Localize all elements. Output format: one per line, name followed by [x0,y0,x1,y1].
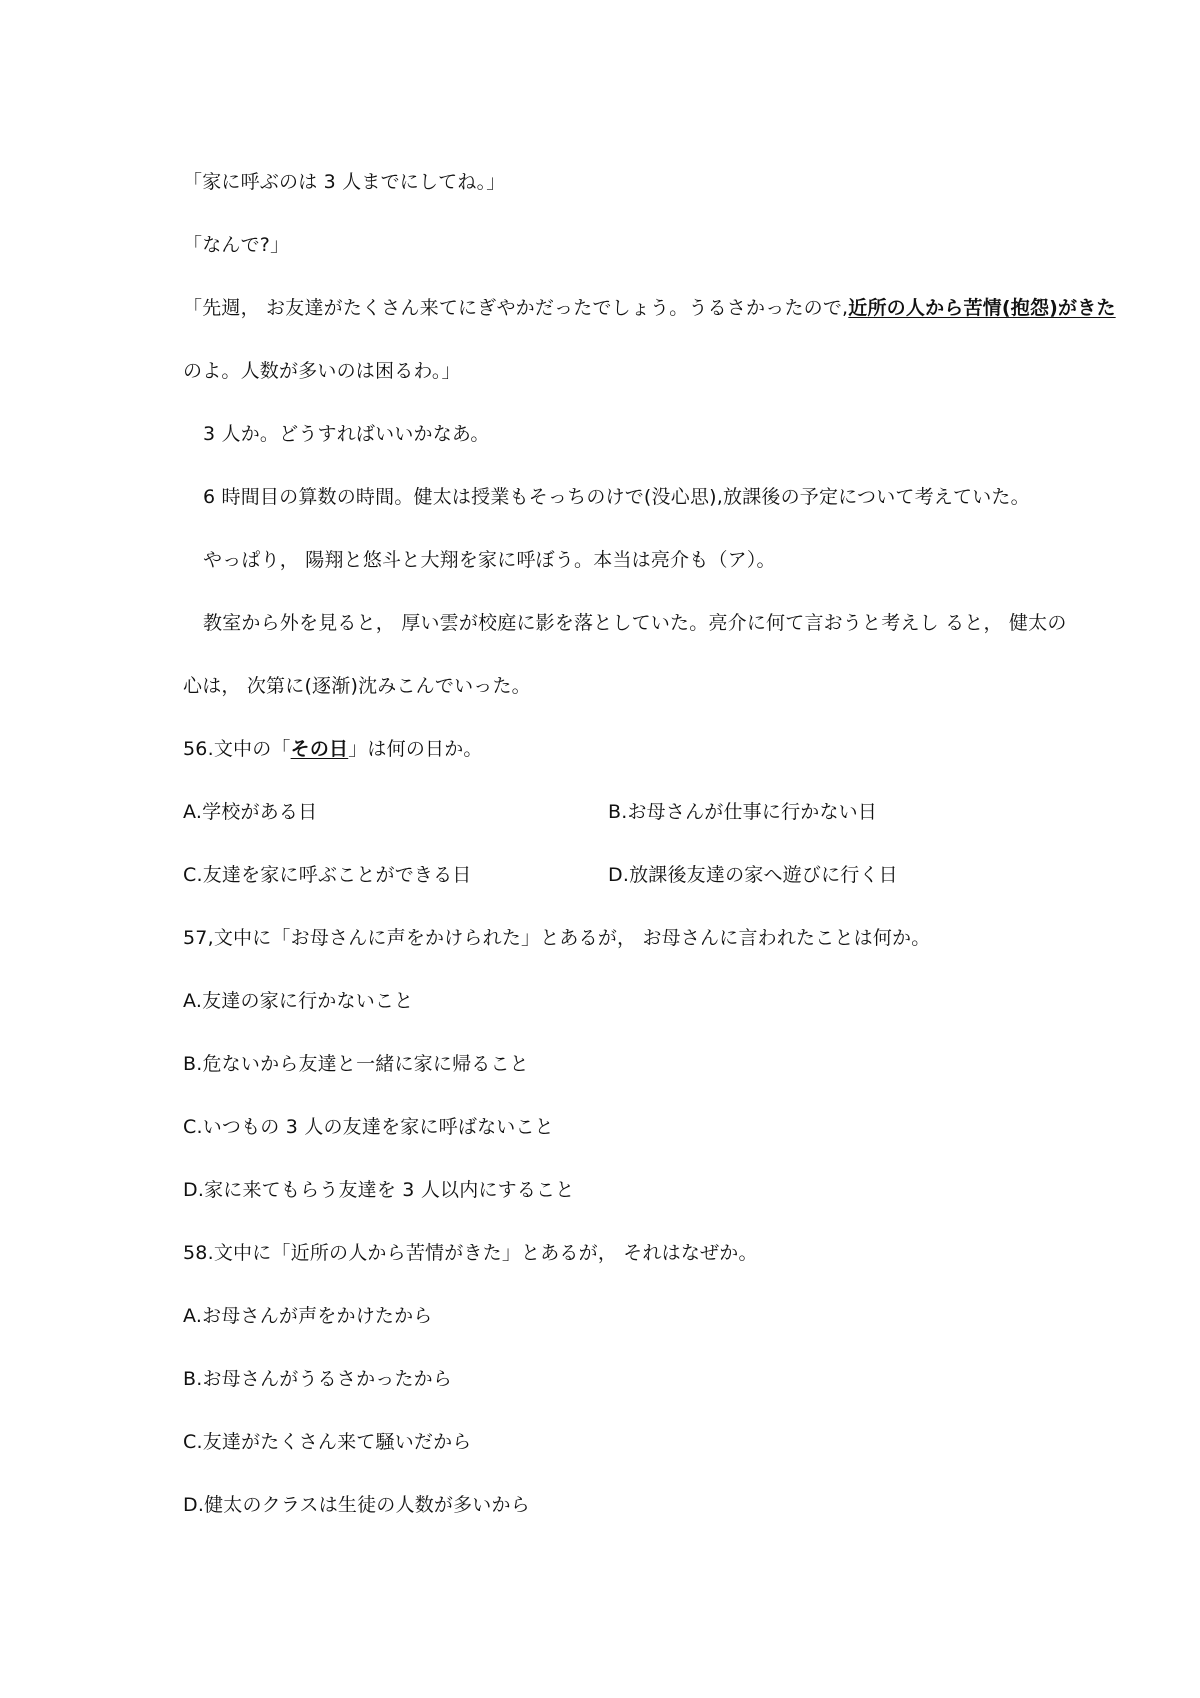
question-57-option-a: A.友達の家に行かないこと [183,990,414,1012]
question-58-option-c: C.友達がたくさん来て騒いだから [183,1431,472,1453]
question-56-option-c: C.友達を家に呼ぶことができる日 [183,864,472,886]
passage-line-4: のよ。人数が多いのは困るわ。」 [183,360,461,382]
passage-line-2: 「なんで?」 [183,234,290,256]
question-57-option-b: B.危ないから友達と一緒に家に帰ること [183,1053,529,1075]
question-56-option-a: A.学校がある日 [183,801,318,823]
question-57-option-d: D.家に来てもらう友達を 3 人以内にすること [183,1179,575,1201]
question-58-option-b: B.お母さんがうるさかったから [183,1368,453,1390]
question-57-option-c: C.いつもの 3 人の友達を家に呼ばないこと [183,1116,554,1138]
passage-line-8: 教室から外を見ると， 厚い雲が校庭に影を落としていた。亮介に何て言おうと考えし ると， 健太の [203,612,1067,634]
question-56-stem-post: 」は何の日か。 [348,738,483,760]
question-56-stem-pre: 56.文中の「 [183,738,291,760]
question-58-stem: 58.文中に「近所の人から苦情がきた」とあるが， それはなぜか。 [183,1242,758,1264]
passage-line-6: 6 時間目の算数の時間。健太は授業もそっちのけで(没心思),放課後の予定について考えていた。 [203,486,1030,508]
question-57-stem: 57,文中に「お母さんに声をかけられた」とあるが， お母さんに言われたことは何か。 [183,927,931,949]
question-58-option-d: D.健太のクラスは生徒の人数が多いから [183,1494,530,1516]
passage-line-3-emphasis: 近所の人から苦情(抱怨)がきた [848,297,1116,319]
passage-line-3-text: 「先週， お友達がたくさん来てにぎやかだったでしょう。うるさかったので, [183,297,849,319]
question-56-option-d: D.放課後友達の家へ遊びに行く日 [608,864,898,886]
passage-line-3 [183,294,1116,322]
question-56-stem [183,735,483,763]
question-56-option-b: B.お母さんが仕事に行かない日 [608,801,878,823]
question-56-keyword: その日 [290,738,349,760]
passage-line-1: 「家に呼ぶのは 3 人までにしてね。」 [183,171,506,193]
passage-line-9: 心は， 次第に(逐渐)沈みこんでいった。 [183,675,531,697]
passage-line-5: 3 人か。どうすればいいかなあ。 [203,423,490,445]
question-58-option-a: A.お母さんが声をかけたから [183,1305,433,1327]
passage-line-7: やっぱり， 陽翔と悠斗と大翔を家に呼ぼう。本当は亮介も（ア）。 [203,549,776,571]
